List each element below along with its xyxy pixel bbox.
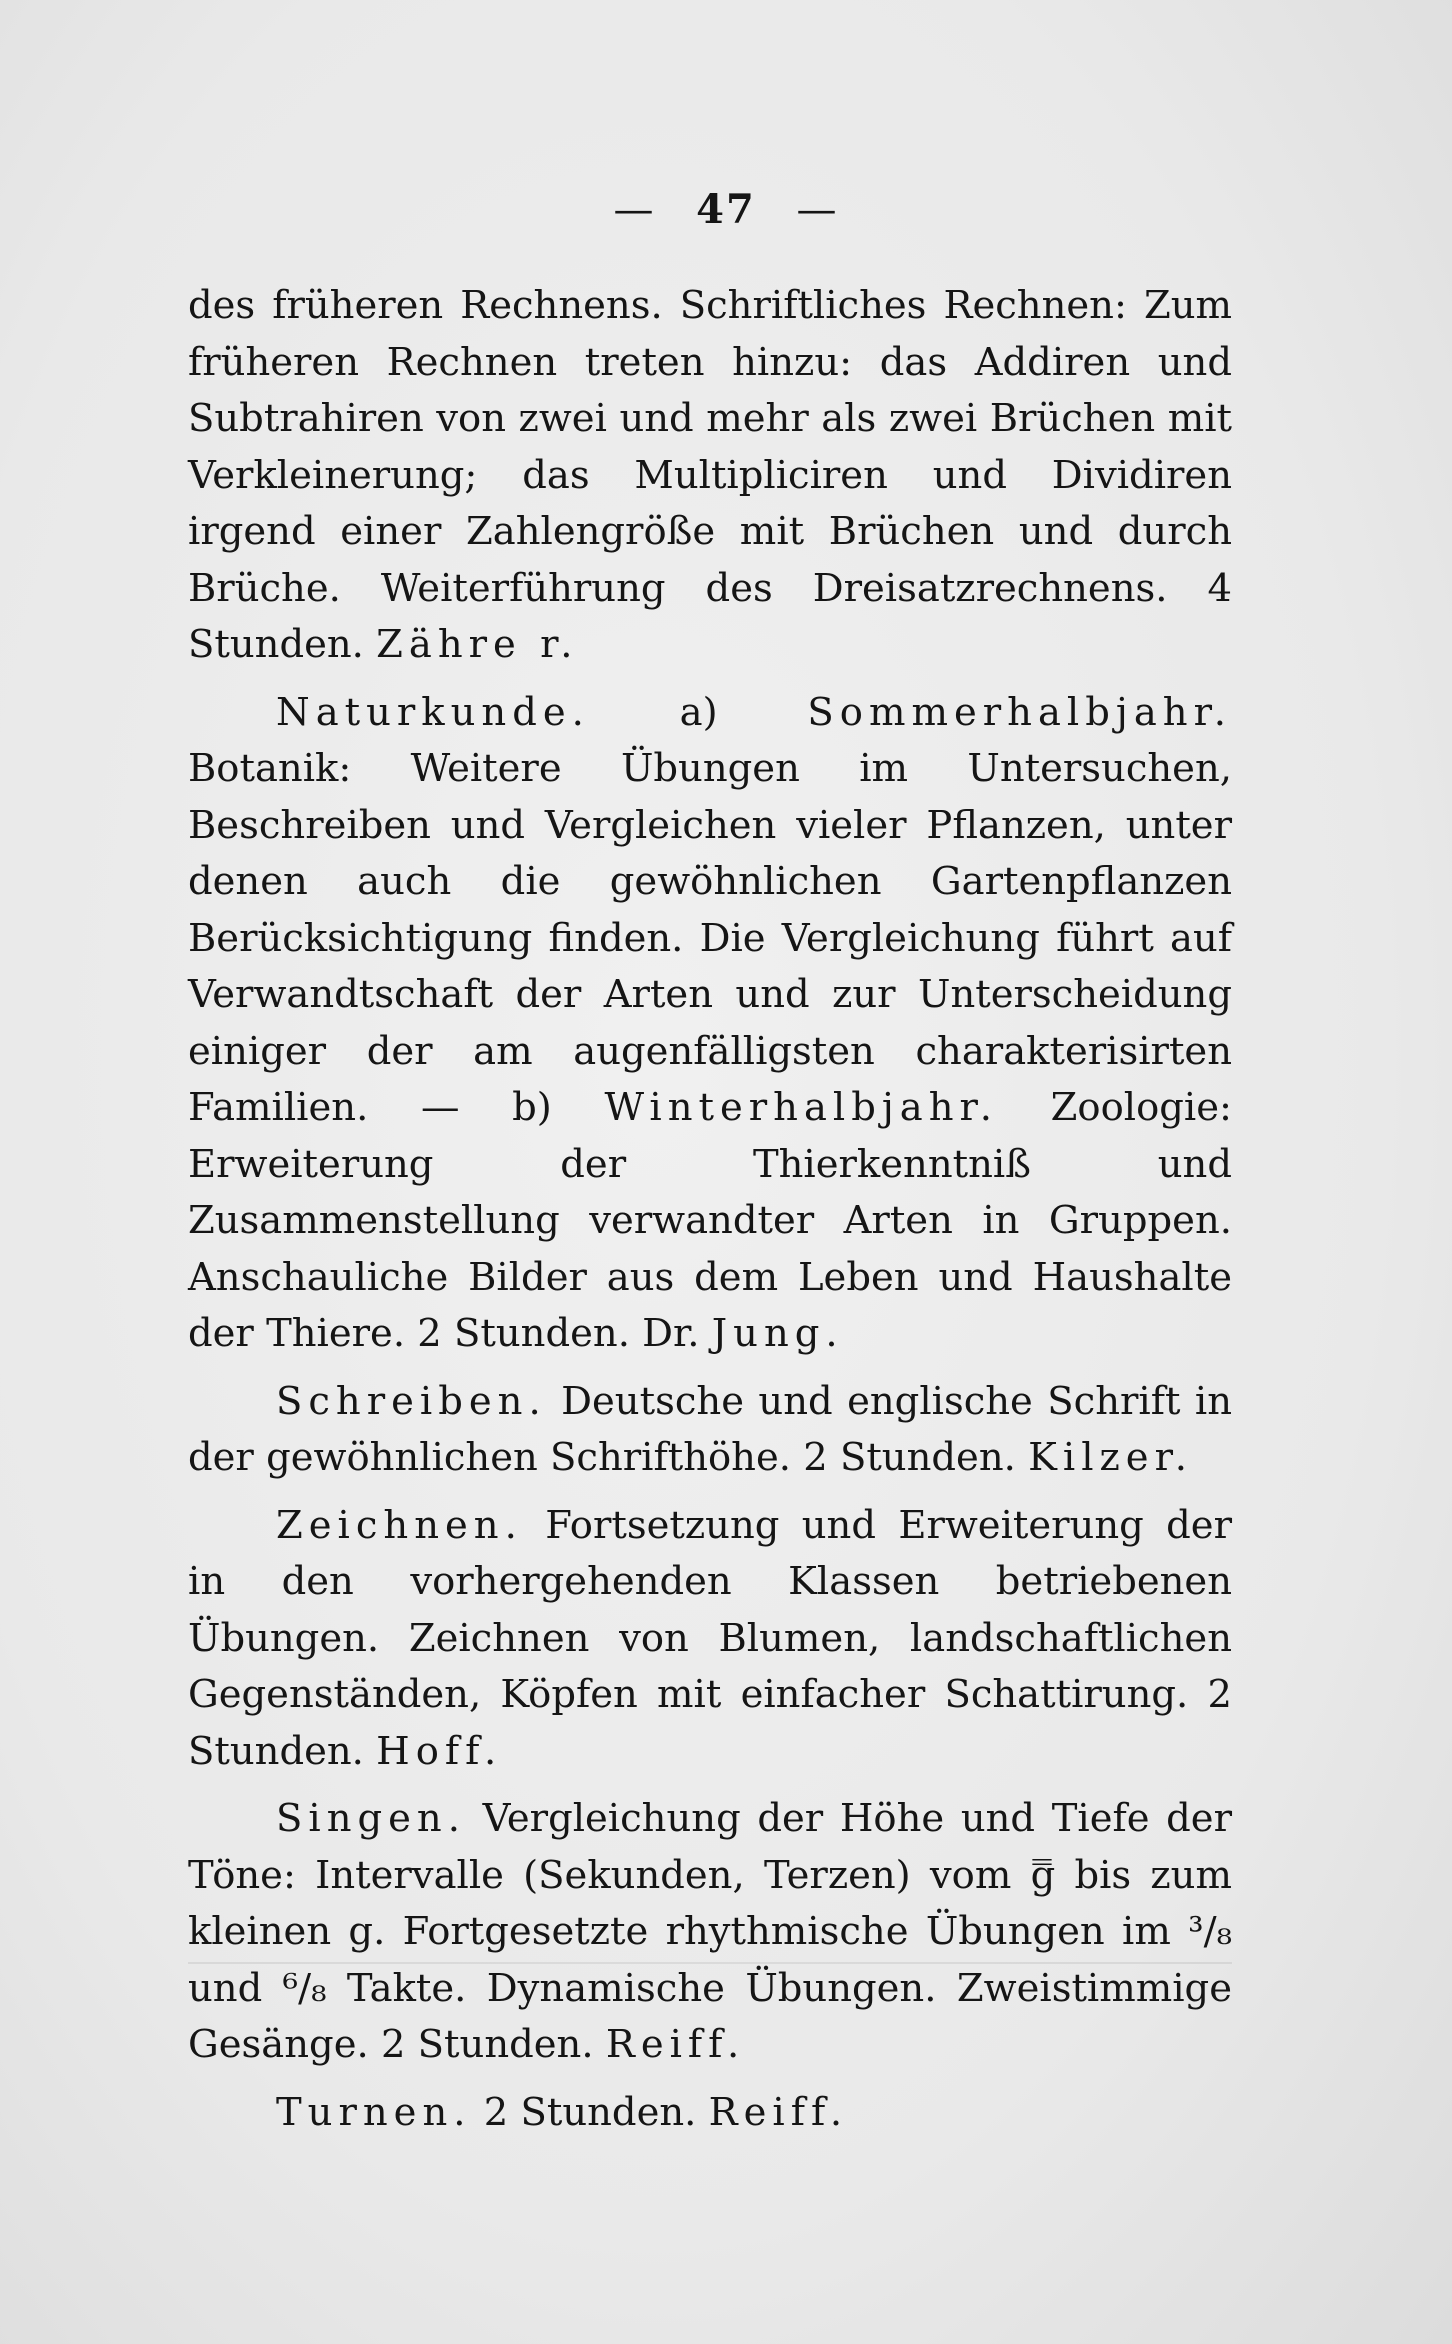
teacher-name: Jung. bbox=[711, 1311, 844, 1356]
teacher-name: Hoff. bbox=[376, 1728, 503, 1774]
paragraph-text-b: Zoologie: Erweiterung der Thierkenntniß und Zusammenstellung verwandter Arten in Gruppen. Anschauliche Bilder aus dem Leben und Haushalte der Thiere. 2 Stunden. Dr. bbox=[188, 1085, 1232, 1356]
paragraph-naturkunde bbox=[188, 685, 1232, 1363]
teacher-name: Kilzer. bbox=[1028, 1435, 1193, 1480]
body-text bbox=[188, 278, 1232, 2152]
paragraph-text: des früheren Rechnens. Schriftliches Rechnen: Zum früheren Rechnen treten hinzu: das Addiren und Subtrahiren von zwei und mehr als zwei Brüchen mit Verkleinerung; das Multipliciren und Dividiren irgend einer Zahlengröße mit Brüchen und durch Brüche. Weiterführung des Dreisatzrechnens. 4 Stunden. bbox=[188, 283, 1232, 667]
paragraph-turnen bbox=[188, 2085, 1232, 2142]
bleed-through-rule bbox=[188, 1962, 1232, 2044]
paragraph-zeichnen bbox=[188, 1498, 1232, 1781]
paragraph-text: Vergleichung der Höhe und Tiefe der Töne: Intervalle (Sekunden, Terzen) vom g̿ bis zum kleinen g. Fortgesetzte rhythmische Übungen im ³/₈ und ⁶/₈ Takte. Dynamische Übungen. Zweistimmige Gesänge. 2 Stunden. bbox=[188, 1796, 1232, 2067]
subject-heading: Schreiben. bbox=[276, 1378, 547, 1424]
paragraph-text-a: Botanik: Weitere Übungen im Untersuchen, Beschreiben und Vergleichen vieler Pflanzen, unter denen auch die gewöhnlichen Gartenpflanzen Berücksichtigung finden. Die Vergleichung führt auf Verwandtschaft der Arten und zur Unterscheidung einiger der am augenfälligsten charakterisirten Familien. — bbox=[188, 746, 1232, 1130]
teacher-name: Zähre r. bbox=[376, 622, 579, 667]
paragraph-rechnen-continued bbox=[188, 278, 1232, 674]
teacher-name: Reiff. bbox=[708, 2089, 849, 2135]
season-a-heading: Sommerhalbjahr. bbox=[807, 689, 1232, 735]
paragraph-text: Deutsche und englische Schrift in der gewöhnlichen Schrifthöhe. 2 Stunden. bbox=[188, 1378, 1232, 1480]
page-number: 47 bbox=[696, 186, 756, 233]
page-header bbox=[0, 186, 1452, 233]
header-dash-left: — bbox=[613, 187, 656, 233]
subject-heading: Turnen. bbox=[276, 2089, 472, 2135]
header-dash-right: — bbox=[796, 187, 839, 233]
subject-heading: Singen. bbox=[276, 1796, 466, 1841]
part-a-label: a) bbox=[679, 689, 718, 735]
paragraph-schreiben bbox=[188, 1374, 1232, 1487]
teacher-name: Reiff. bbox=[605, 2022, 746, 2067]
part-b-label: b) bbox=[512, 1085, 552, 1130]
subject-heading: Naturkunde. bbox=[276, 689, 590, 735]
paragraph-text: 2 Stunden. bbox=[483, 2089, 697, 2135]
season-b-heading: Winterhalbjahr. bbox=[604, 1085, 998, 1130]
subject-heading: Zeichnen. bbox=[276, 1502, 523, 1548]
paragraph-text: Fortsetzung und Erweiterung der in den vorhergehenden Klassen betriebenen Übungen. Zeichnen von Blumen, landschaftlichen Gegenständen, Köpfen mit einfacher Schattirung. 2 Stunden. bbox=[188, 1502, 1232, 1774]
